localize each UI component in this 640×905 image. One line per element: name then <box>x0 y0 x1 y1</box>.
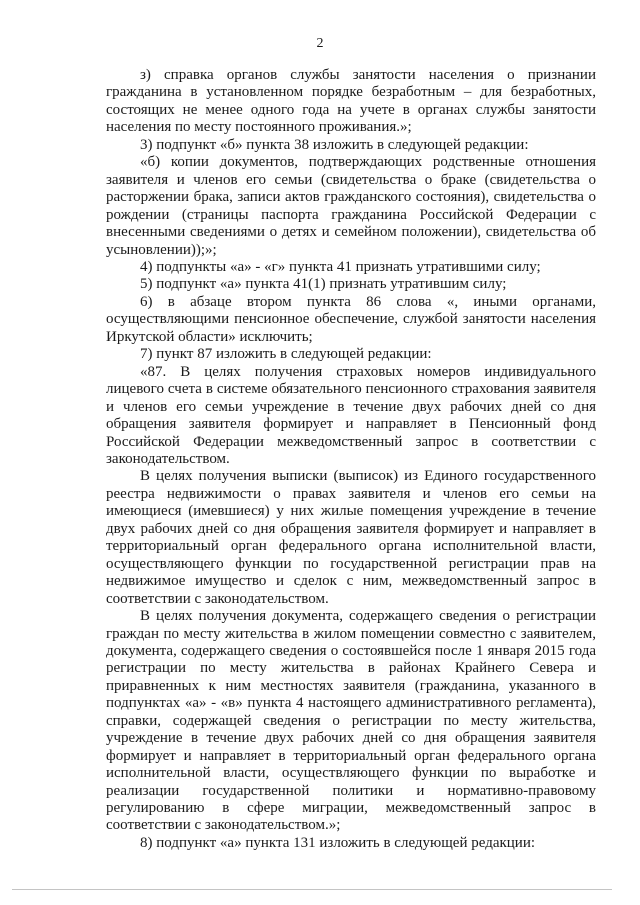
paragraph-amendment-4: 4) подпункты «а» - «г» пункта 41 признать утратившими силу; <box>140 258 541 275</box>
paragraph-amendment-5: 5) подпункт «а» пункта 41(1) признать утратившим силу; <box>140 276 507 293</box>
document-body <box>106 67 596 852</box>
scan-edge-line <box>12 889 612 890</box>
paragraph-point-87: «87. В целях получения страховых номеров индивидуального лицевого счета в системе обязательного пенсионного страхования заявителя и членов его семьи учреждение в течение двух рабочих дней со дня обращения заявителя формирует и направляет в Пенсионный фонд Российской Федерации межведомственный запрос в соответствии с законодательством. <box>106 363 596 467</box>
paragraph-amendment-3: 3) подпункт «б» пункта 38 изложить в следующей редакции: <box>140 136 529 153</box>
paragraph-item-z: з) справка органов службы занятости населения о признании гражданина в установленном порядке безработным – для безработных, состоящих не менее одного года на учете в органах службы занятости населения по месту постоянного проживания.»; <box>106 67 596 136</box>
paragraph-item-b: «б) копии документов, подтверждающих родственные отношения заявителя и членов его семьи (свидетельства о браке (свидетельства о расторжении брака, записи актов гражданского состояния), свидетельства о рождении (страницы паспорта гражданина Российской Федерации с внесенными сведениями о детях и семейном положении), свидетельства об усыновлении));»; <box>106 154 596 258</box>
paragraph-registration-document: В целях получения документа, содержащего сведения о регистрации граждан по месту жительства в жилом помещении совместно с заявителем, документа, содержащего сведения о состоявшейся после 1 января 2015 года регистрации по месту жительства в районах Крайнего Севера и приравненных к ним местностях заявителя (гражданина, указанного в подпунктах «а» - «в» пункта 4 настоящего административного регламента), справки, содержащей сведения о регистрации по месту жительства, учреждение в течение двух рабочих дней со дня обращения заявителя формирует и направляет в территориальный орган федерального органа исполнительной власти, осуществляющего функции по выработке и реализации государственной политики и нормативно-правовому регулированию в сфере миграции, межведомственный запрос в соответствии с законодательством.»; <box>106 608 596 834</box>
paragraph-amendment-7: 7) пункт 87 изложить в следующей редакции: <box>140 346 432 363</box>
paragraph-amendment-6: 6) в абзаце втором пункта 86 слова «, иными органами, осуществляющими пенсионное обеспечение, службой занятости населения Иркутской области» исключить; <box>106 293 596 345</box>
paragraph-registry-extract: В целях получения выписки (выписок) из Единого государственного реестра недвижимости о правах заявителя и членов его семьи на имеющиеся (имевшиеся) у них жилые помещения учреждение в течение двух рабочих дней со дня обращения заявителя формирует и направляет в территориальный орган федерального органа исполнительной власти, осуществляющего функции по государственной регистрации прав на недвижимое имущество и сделок с ним, межведомственный запрос в соответствии с законодательством. <box>106 468 596 607</box>
paragraph-amendment-8: 8) подпункт «а» пункта 131 изложить в следующей редакции: <box>140 834 536 851</box>
page-number: 2 <box>316 36 324 51</box>
